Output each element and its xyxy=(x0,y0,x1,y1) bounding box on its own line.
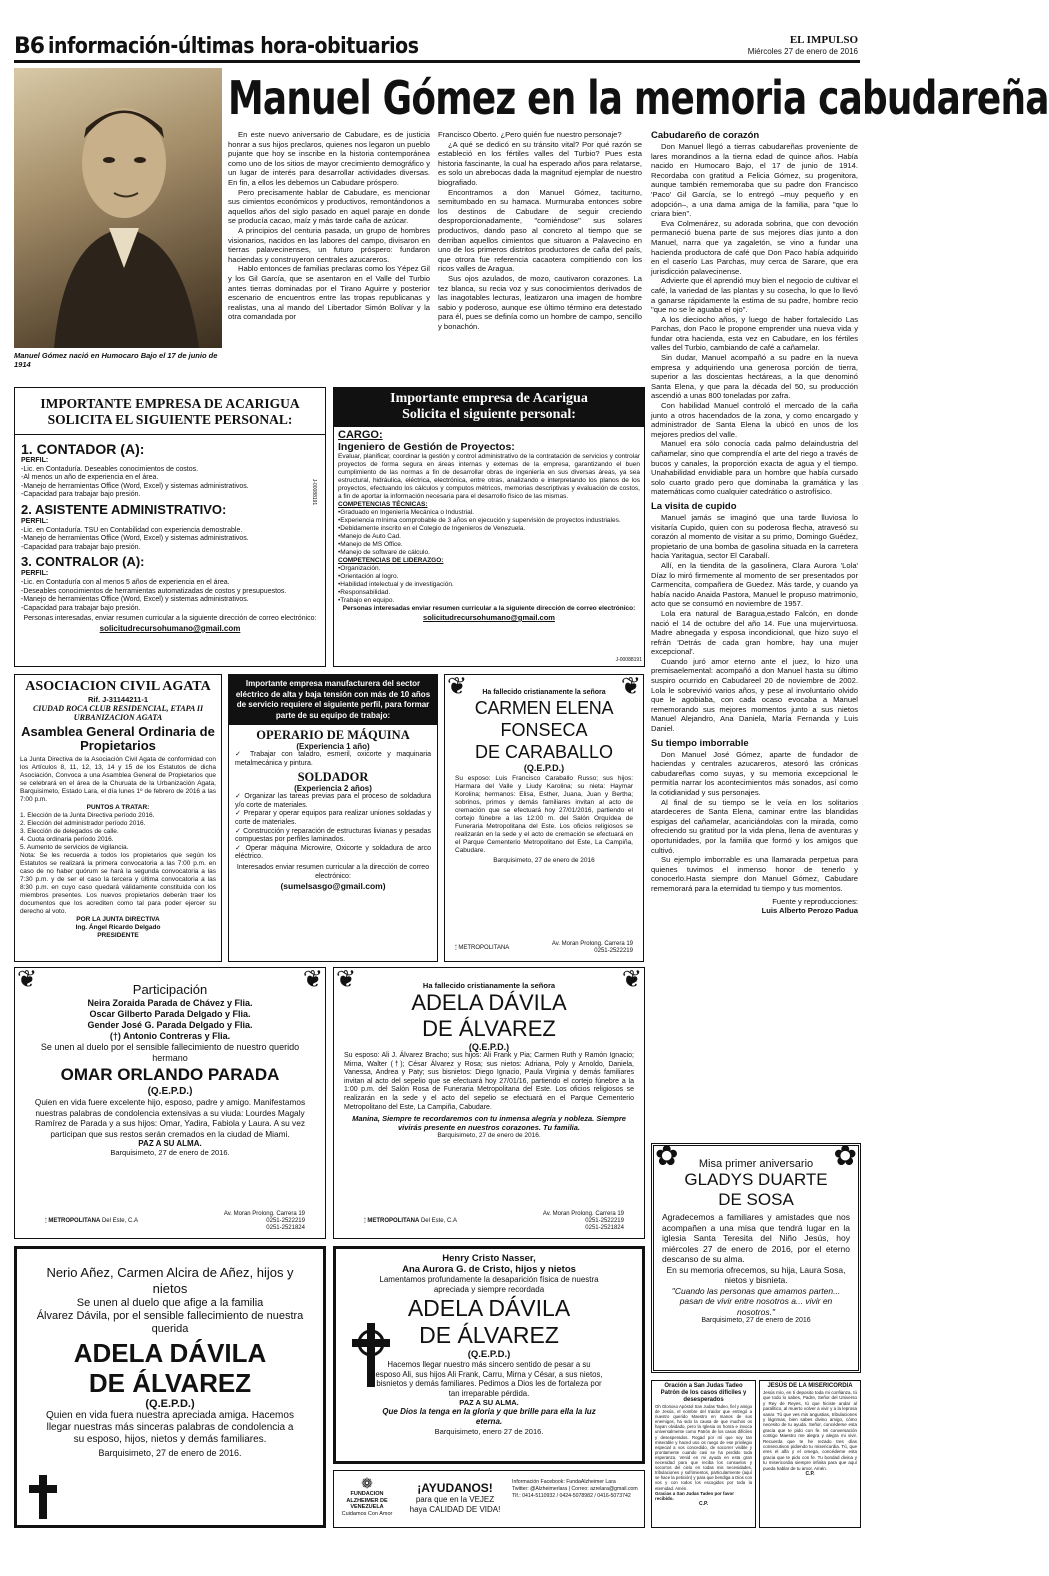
role-title: Ingeniero de Gestión de Proyectos: xyxy=(338,441,515,453)
obituary-adela-davila xyxy=(333,967,645,1239)
subheading: Cabudareño de corazón xyxy=(651,130,760,141)
foundation-appeal xyxy=(400,1481,510,1515)
skill: •Habilidad intelectual y de investigación. xyxy=(338,581,454,588)
funeraria-name: METROPOLITANA xyxy=(367,1218,420,1224)
foundation-name: VENEZUELA xyxy=(350,1504,384,1510)
corner-ornament-icon: ❦ xyxy=(447,673,468,700)
profile-label: PERFIL: xyxy=(21,570,49,578)
obit-preface: Ha fallecido cristianamente la señora xyxy=(482,689,606,696)
assembly-body: La Junta Directiva de la Asociación Civil Agata de conformidad con los Artículos 8, 11, 12, 13, 14 y 15 de los Estatutos de dicha Asociación, Convoca a una Asamblea General de Propietarios que se celebrará en el área de la Churuata de la Urbanización Agata, Barquisimeto, Estado Lara, el día lunes 1º de febrero de 2016 a las 7:00 p.m. xyxy=(20,756,216,803)
condolence-text: Álvarez Dávila, por el sensible fallecimiento de nuestra querida xyxy=(36,1310,304,1335)
funeraria-footer xyxy=(364,1211,624,1232)
family-heading: Nerio Añez, Carmen Alcira de Añez, hijos y nietos xyxy=(46,1265,294,1296)
photo-caption: Manuel Gómez nació en Humocaro Bajo el 17 de junio de 1914 xyxy=(14,351,218,369)
req: -Lic. en Contaduría con al menos 5 años de experiencia en el área. xyxy=(21,578,230,586)
section-header xyxy=(14,34,860,60)
deceased-name: ADELA DÁVILA xyxy=(73,1338,267,1368)
paragraph: Eva Colmenárez, su adorada sobrina, que con devoción permaneció buena parte de sus mejores días junto a don Manuel, narra que ya zagaletón, se vino a fundar una hacienda productora de café que Don Paco había adquirido en el caserío Las Parchas, muy cerca de Sarare, que era jurisdicción palavecinense. xyxy=(651,218,858,276)
contact-line: Información Facebook: FundaAlzheimer Lara xyxy=(512,1479,616,1485)
deceased-name: GLADYS DUARTE xyxy=(684,1170,828,1189)
mass-body: Agradecemos a familiares y amistades que nos acompañen a una misa que tendrá lugar en la iglesia Santa Teresita del Niño Jesús, hoy miércoles 27 de enero de 2016, por el eterno descanso de su alma. xyxy=(662,1212,850,1264)
paragraph: Sus ojos azulados, de mozo, cautivaron corazones. La tez blanca, su recia voz y sus conocimientos derivados de las inagotables lecturas, leatizaron una imagen de hombre sabio y poderoso, aunque ese último término era detestado para él, pues se definía como un hombre de campo, sencillo y bonachón. xyxy=(438,273,642,331)
assoc-title: ASOCIACION CIVIL AGATA xyxy=(25,679,211,694)
page-number: B6 xyxy=(14,34,45,59)
assembly-note: Nota: Se les recuerda a todos los propietarios que según los Estatutos se realizará la primera convocatoria a las 7:00 p.m. en caso de no haber quórum se hará la segunda convocatoria a las 7:30 p.m. y de ser el caso la tercera y última convocatoria a las 8:30 p.m. en cuyo caso quedará válidamente constituida con los miembros presentes. Los nuevos propietarios deberán traer los documentos que los acrediten como tal para poder ejercer su derecho al voto. xyxy=(20,852,216,915)
corner-ornament-icon: ❦ xyxy=(620,673,641,700)
paragraph: Francisco Oberto. ¿Pero quién fue nuestro personaje? xyxy=(438,130,622,139)
family-heading: Henry Cristo Nasser, xyxy=(442,1253,536,1264)
agata-assembly-notice xyxy=(14,674,222,962)
ad-title-line1: Importante empresa de Acarigua xyxy=(390,391,588,406)
experience: (Experiencia 1 año) xyxy=(296,742,370,751)
job-ad-acarigua-2 xyxy=(333,387,645,667)
issue-date: Miércoles 27 de enero de 2016 xyxy=(747,47,858,56)
corner-ornament-icon: ✿ xyxy=(655,1140,679,1171)
funeraria-address: Av. Moran Prolong. Carrera 19 xyxy=(542,1211,624,1217)
job-title: 1. CONTADOR (A): xyxy=(21,441,145,457)
paragraph: Manuel jamás se imaginó que una tarde lluviosa lo visitaría Cupido, quien con su poderosa flecha, atravesó su corazón al momento de visitar a su primo, Domingo Guédez, propietario de una bomba de gasolina situada en la carretera hacia Yaritagua, sector El Carabalí. xyxy=(651,512,858,561)
deceased-name: ADELA DÁVILA xyxy=(407,1295,571,1321)
funeraria-footer xyxy=(455,941,633,955)
ad-title-line2: Solicita el siguiente personal: xyxy=(402,407,576,422)
condolence-text: Se unen al duelo que afige a la familia xyxy=(76,1297,264,1309)
funeraria-phone: 0251-2521824 xyxy=(266,1225,305,1231)
condolence-text: Se unen al duelo por el sensible fallecimiento de nuestro querido hermano xyxy=(40,1042,300,1063)
brain-icon: ❁ xyxy=(361,1475,373,1491)
deceased-name: DE ÁLVAREZ xyxy=(88,1368,252,1398)
ad3-title: Importante empresa manufacturera del sector eléctrico de alta y baja tensión con más de 10 años de servicio requiere el siguiente perfil, para formar parte de su equipo de trabajo: xyxy=(229,675,437,725)
funeraria-suffix: Del Este, C.A xyxy=(101,1218,138,1224)
rif: Rif. J-31144211-1 xyxy=(87,695,149,704)
ad-code: J-00088191 xyxy=(615,657,642,663)
paragraph: Con habilidad Manuel controló el mercado de la caña junto a otros hacendados de la zona, y como encargado y administrador de Santa Elena la ubicó en unos de los mejores predios del valle. xyxy=(651,401,858,439)
point: 2. Elección del administrador período 2016. xyxy=(20,820,146,827)
leadership-heading: COMPETENCIAS DE LIDERAZGO: xyxy=(338,557,444,564)
qepd: (Q.E.P.D.) xyxy=(467,1349,511,1360)
assoc-sub: CIUDAD ROCA CLUB RESIDENCIAL, ETAPA II URBANIZACION AGATA xyxy=(32,704,204,722)
qepd: (Q.E.P.D.) xyxy=(145,1398,195,1410)
paragraph: Sin dudar, Manuel acompañó a su padre en la nueva empresa y adquiriendo una generosa porción de tierra, superior a las doscientas hectáreas, a la que denominó Santa Elena, y que para la década del 50, su producción ascendió a unas 800 toneladas por zafra. xyxy=(651,353,858,401)
obit-quote: Que Dios la tenga en la gloria y que brille para ella la luz eterna. xyxy=(382,1407,596,1426)
credit-label: Fuente y reproducciones: xyxy=(772,896,858,906)
cargo-label: CARGO: xyxy=(338,429,383,441)
corner-ornament-icon: ✿ xyxy=(833,1140,857,1171)
funeraria-logo-icon: 🕯 xyxy=(364,1218,366,1224)
obit-date: Barquisimeto, 27 de enero de 2016. xyxy=(98,1448,242,1458)
job-title: 2. ASISTENTE ADMINISTRATIVO: xyxy=(21,501,227,517)
subheading: Su tiempo imborrable xyxy=(651,737,749,749)
skill: •Manejo de software de cálculo. xyxy=(338,549,430,556)
ad-title-banner xyxy=(334,388,644,427)
duty: ✓ Operar máquina Microwire, Oxicorte y soldadura de arco eléctrico. xyxy=(235,844,431,861)
obit-preface: Ha fallecido cristianamente la señora xyxy=(422,981,556,990)
skill: •Organización. xyxy=(338,565,381,572)
feature-col2 xyxy=(438,130,642,331)
funeraria-phone: 0251-2522219 xyxy=(585,1218,624,1224)
skill: •Manejo de Auto Cad. xyxy=(338,533,401,540)
foundation-logo xyxy=(338,1475,396,1517)
paragraph: Don Manuel José Gómez, aparte de fundador de haciendas y centrales azucareros, atesoró las crónicas cabudareñas como suyas, y su memoria excepcional le permitía narrar los acontecimientos más sonados, así como la cotidianidad y sus personajes. xyxy=(651,749,858,797)
skill: •Orientación al logro. xyxy=(338,573,399,580)
prayer-misericordia xyxy=(759,1380,861,1528)
obituary-omar-parada xyxy=(14,967,326,1239)
ad-email: solicitudrecursohumano@gmail.com xyxy=(423,613,555,622)
obit-body: Su esposo: Luis Francisco Caraballo Russo; sus hijos: Harmara del Valle y Liudy Karolina; su nieta: Haymar Korolina; hermanos: Elisa, Esther, Juana, Juan y Bertha; sobrinos, primos y demás familiares invitan al acto de cremación que se efectuará hoy 27/01/2016, partiendo el cortejo fúnebre a las 12:00 m. del Salón Orquídea de Funeraria Metropolitana del Este. Los oficios religiosos se realizarán en la sede y el acto de cremación se efectuará en el Parque Cementerio Metropolitano del Este, La Campiña, Cabudare. xyxy=(455,775,633,854)
req: -Capacidad para trabajar bajo presión. xyxy=(21,543,141,551)
deceased-name: DE ÁLVAREZ xyxy=(419,1322,559,1348)
family-member: Neira Zoraida Parada de Chávez y Flia. xyxy=(87,998,253,1008)
points-heading: PUNTOS A TRATAR: xyxy=(86,804,150,811)
obit-body: Quien en vida fuera nuestra apreciada amiga. Hacemos llegar nuestras más sinceras palabras de condolencia a su esposo, hijos, nietos y demás familiares. xyxy=(46,1410,294,1445)
obit-quote: Manina, Siempre te recordaremos con tu inmensa alegría y nobleza. Siempre vivirás presente en nuestros corazones. Tu familia. xyxy=(352,1114,626,1133)
role-description: Evaluar, planificar, coordinar la gestión y control administrativo de la contratación de servicios y controlar proyectos de forma segura en áreas internas y externas de la empresa, garantizando el buen cumplimiento de las normas a fin de desarrollar obras de ingeniería en sus diversas áreas, ya sea estructural, hidráulica, eléctrica, electrónica, entre otras, analizando e interpretando los planos de los proyectos, efectuando los cálculos y computos métricos, memorias descriptivas y evaluación de costos, a fin de aportar la información necesaria para el desarrollo físico de las mismas. xyxy=(338,453,640,500)
experience: (Experiencia 2 años) xyxy=(294,784,372,794)
deceased-name: FONSECA xyxy=(500,720,588,740)
funeraria-suffix: Del Este, C.A xyxy=(420,1218,457,1224)
paragraph: Allí, en la tiendita de la gasolinera, Clara Aurora 'Lola' Díaz lo miró firmemente al momento de ser presentados por Carmencita, compañera de Guedez. Más tarde, y cuando ya había nacido Anaida Pastora, Manuel le propuso matrimonio, acto que se consumó en noviembre de 1957. xyxy=(651,560,858,609)
participation-heading: Participación xyxy=(132,982,208,997)
job-ad-electrical xyxy=(228,674,438,962)
duty: ✓ Preparar y operar equipos para realizar uniones soldadas y corte de materiales. xyxy=(235,810,431,826)
req: -Manejo de herramientas Office (Word, Excel) y sistemas administrativos. xyxy=(21,596,249,604)
point: 3. Elección de delegados de calle. xyxy=(20,828,119,835)
funeraria-name: METROPOLITANA xyxy=(458,944,510,951)
paragraph: ¿A qué se dedicó en su tránsito vital? Por qué razón se estableció en los fértiles valles del Turbio? Pues esta historia fascinante, la cual ha esperado años para relatarse, es solo un abrebocas dada la magnitud ejemplar de nuestro biografiado. xyxy=(438,139,642,187)
credit-author: Luis Alberto Perozo Padua xyxy=(761,906,858,916)
paragraph: Lola era natural de Baragua,estado Falcón, en donde nació el 14 de octubre del año 14. Fue una mujervirtuosa. Madre abnegada y esposa incondicional, que hizo suyo el refrán 'Detrás de cada gran hombre, hay una mujer excepcional'. xyxy=(651,608,858,657)
profile-label: PERFIL: xyxy=(21,517,49,525)
ad-footer: Personas interesadas, enviar resumen curricular a la siguiente dirección de correo electrónico: xyxy=(23,615,317,623)
funeraria-address: Av. Moran Prolong. Carrera 19 xyxy=(551,941,633,947)
job-title: 3. CONTRALOR (A): xyxy=(21,554,145,570)
funeraria-logo-icon: 🕯 xyxy=(455,944,457,951)
feature-col3 xyxy=(651,130,858,916)
celtic-cross-icon xyxy=(346,1319,396,1389)
section-title: información-últimas hora-obituarios xyxy=(48,34,419,59)
prayer-initials: C.P. xyxy=(805,1471,815,1478)
ad-footer: Personas interesadas enviar resumen curricular a la siguiente dirección de correo electrónico: xyxy=(342,605,636,612)
mass-body2: En su memoria ofrecemos, su hija, Laura Sosa, nietos y bisnieta. xyxy=(666,1264,846,1285)
req: -Lic. en Contaduría. TSU en Contabilidad con experiencia demostrable. xyxy=(21,526,243,534)
family-member: (†) Antonio Contreras y Flia. xyxy=(109,1031,231,1041)
paper-name: EL IMPULSO xyxy=(789,34,858,46)
corner-ornament-icon: ❦ xyxy=(302,966,323,993)
duty: ✓ Organizar las tareas previas para el proceso de soldadura y/o corte de materiales. xyxy=(235,793,431,809)
funeraria-footer xyxy=(45,1211,305,1232)
job-title: OPERARIO DE MÁQUINA xyxy=(256,728,410,742)
paragraph: Advierte que él aprendió muy bien el negocio de cultivar el café, la variedad de las plantas y su cosecha, lo que lo llevó a ganarse rápidamente la estima de su padre, hombre recio "que no se le aguaba el ojo". xyxy=(651,276,858,315)
obituary-carmen-elena xyxy=(444,674,644,962)
paragraph: Al final de su tiempo se le veía en los solitarios atardeceres de Santa Elena, caminar entre las blandidas espigas del cañamelar, acariciándolas con la mirada, como ofreciendo su gratitud por la vida plena, llena de aventuras y oportunidades, por la familia que formó y los amigos que cultivó. xyxy=(651,797,858,855)
ad-code: J-00088191 xyxy=(310,478,317,506)
deceased-name: DE ÁLVAREZ xyxy=(422,1016,556,1041)
obit-date: Barquisimeto, enero 27 de 2016. xyxy=(434,1427,544,1436)
prayer-body: Jesús mío, en ti deposito toda mi confianza, tú que todo lo sabes, Padre, Señor del Universo y Rey de Reyes, tú que hiciste andar al paralítico, al muerto volver a vivir y a la leprosa sanar. Tú que ves mis angustias, tribulaciones y lágrimas, bien sabes divino amigo, cómo necesito de tu ayuda. Señor, concédeme esta gracia que te pido con fe. Mi conversación contigo Maestro me alegra y alegra mi vivir. Recuerda que te he rezado tres días consecutivos pidiendo tu misericordia. Tú, que eres el alfa y el omega, concédeme esta gracia que te pido con fe. Tu bondad divina y tu misericordia siempre infinita para que aquí pueda hablar de tu amor. Amén. xyxy=(763,1390,857,1471)
funeraria-phone: 0251-2522219 xyxy=(266,1218,305,1224)
prayer-thanks: Gracias a San Judas Tadeo por favor recibido. xyxy=(655,1490,734,1501)
duty: ✓ Construcción y reparación de estructuras livianas y pesadas compuestas por perfiles laminados. xyxy=(235,827,431,844)
paragraph: A principios del centuria pasada, un grupo de hombres visionarios, nacidos en las labores del campo, divisaron en tierras palavecinenses, un futuro próspero: fundaron haciendas y construyeron centrales azucareros. xyxy=(228,225,430,264)
family-heading: Ana Aurora G. de Cristo, hijos y nietos xyxy=(402,1264,576,1275)
appeal-line: para que en la VEJEZ xyxy=(415,1495,495,1504)
condolence-nerio-anez xyxy=(14,1246,326,1528)
condolence-text: Lamentamos profundamente la desaparición física de nuestra apreciada y siempre recordada xyxy=(379,1275,599,1294)
assembly-heading: Asamblea General Ordinaria de Propietarios xyxy=(21,724,215,753)
foundation-slogan: Cuidamos Con Amor xyxy=(341,1510,393,1517)
deceased-name: DE CARABALLO xyxy=(474,742,614,762)
cross-icon xyxy=(25,1473,61,1521)
skill: •Graduado en Ingeniería Mecánica o Industrial. xyxy=(338,509,474,516)
paragraph: Don Manuel llegó a tierras cabudareñas proveniente de lares morandinos a la tierna edad de quince años. Había nacido en Humocaro Bajo, el 17 de junio de 1914. Recordaba con gratitud a Felicia Gómez, su progenitora, aunque también rememoraba que su padre don Francisco 'Paco' Gil García, se lo entregó –muy pequeño y en adopción–, a una dama amiga de la familia, para "que lo criara bien". xyxy=(651,142,858,219)
paragraph: Cuando juró amor eterno ante el juez, lo hizo una premisaelemental: acompañó a don Manuel hasta su último suspiro ocurrido en Cabudareel 20 de noviembre de 2002. Lola le sobrevivió varios años, y pese al involuntario olvido que le agobiaba, con cada ocaso evocaba a Manuel rememorando sus mejores momentos junto a sus nietos Manuel Alejandro, Ana Daniela, María Fernanda y Luis Daniel. xyxy=(651,656,858,734)
obit-body: Hacemos llegar nuestro más sincero sentido de pesar a su esposo Ali, sus hijos Ali Frank, Carru, Mirna y César, a sus nietos, bisnietos y demás familiares. Pedimos a Dios les de fortaleza por tan irreparable pérdida. xyxy=(375,1360,603,1398)
funeraria-address: Av. Moran Prolong. Carrera 19 xyxy=(223,1211,305,1217)
ad-email: solicitudrecursohumano@gmail.com xyxy=(99,623,241,633)
condolence-henry-cristo xyxy=(333,1246,645,1464)
obit-date: Barquisimeto, 27 de enero de 2016. xyxy=(437,1132,541,1140)
family-member: Oscar Gilberto Parada Delgado y Flia. xyxy=(89,1009,251,1019)
appeal-title: ¡AYUDANOS! xyxy=(417,1481,493,1495)
profile-label: PERFIL: xyxy=(21,457,49,464)
contact-line: Tlf.: 0414-5110932 / 0424-5078982 / 0416-5073742 xyxy=(512,1493,631,1499)
paragraph: Encontramos a don Manuel Gómez, taciturno, semitumbado en su hamaca. Murmuraba entonces sobre los destinos de Cabudare de seguir creciendo desproporcionadamente, "comiéndose" sus solares productivos, dando paso al concreto al tiempo que se derriban aquellos cimientos que situaron a Palavecino en uno de los primeros distritos productores de caña del país, que otrora fue referencia cacaotera compitiendo con los ricos valles de Aragua. xyxy=(438,187,642,274)
skill: •Debidamente inscrito en el Colegio de Ingenieros de Venezuela. xyxy=(338,525,526,532)
paragraph: Manuel era sólo conocía cada palmo delaindustria del cañamelar, sino que comprendía el arte del riego a través de bucos y canales, la proporción exacta de agua y el tiempo. Unahabilidad envidiable para un hombre que había cursado solo cuarto grado pero que dominaba la gramática y las matemáticas como cualquier catedrático o astrofísico. xyxy=(651,439,858,497)
signatory: Ing. Ángel Ricardo Delgado xyxy=(75,924,161,931)
paragraph: Su ejemplo imborrable es una llamarada perpetua para quienes tuvimos el inmenso honor de tenerlo y conocerlo.Hasta siempre don Manuel Gómez, Cabudare rememorará para la eternidad tu tiempo y tus momentos. xyxy=(651,855,858,893)
portrait-illustration xyxy=(14,68,222,348)
deceased-name: CARMEN ELENA xyxy=(474,698,614,718)
point: 1. Elección de la Junta Directiva período 2016. xyxy=(20,812,155,819)
prayer-san-judas xyxy=(651,1380,756,1528)
family-member: Gender José G. Parada Delgado y Flia. xyxy=(87,1020,253,1030)
prayer-body: Oh Glorioso Apóstol San Judas Tadeo, fiel y amigo de Jesús, el nombre del traidor que entregó a nuestro querido Maestro en manos de sus enemigos, ha sido la causa de que muchos os hayan olvidado, pero la Iglesia os honra e invoca universalmente como Patrón de los casos difíciles y desesperados. Rogad por mí que soy tan miserable y haced uso os ruego de ese privilegio especial a vos concedido, de socorrer visible y prontamente cuando casi se ha perdido toda esperanza. Venid en mi ayuda en esta gran necesidad para que reciba los consuelos y socorros del cielo en todas mis necesidades, tribulaciones y sufrimientos, particularmente (aquí se hace la petición) y para que bendiga a Dios con vos y con todos los escogidos por toda la eternidad. Amén. xyxy=(655,1404,752,1491)
mass-heading: Misa primer aniversario xyxy=(698,1158,814,1170)
header-rule xyxy=(14,60,860,63)
mass-quote: "Cuando las personas que amamos parten... pasan de vivir entre nosotros a... vivir en nosotros." xyxy=(671,1285,841,1317)
obit-body: Quien en vida fuere excelente hijo, esposo, padre y amigo. Manifestamos nuestras palabras de condolencia extensivas a su viuda: Lourdes Magaly Ramírez de Parada y a sus hijos: Omar, Yadira, Fabiola y Laura. A su vez participan que sus restos serán cremados en la ciudad de Miami. xyxy=(34,1097,306,1139)
mass-date: Barquisimeto, 27 de enero de 2016 xyxy=(701,1317,811,1324)
feature-col1 xyxy=(228,130,430,322)
skill: •Trabajo en equipo. xyxy=(338,597,395,604)
corner-ornament-icon: ❦ xyxy=(621,966,642,993)
req: -Manejo de herramientas Office (Word, Excel) y sistemas administrativos. xyxy=(21,535,249,543)
deceased-name: ADELA DÁVILA xyxy=(411,990,567,1015)
point: 4. Cuota ordinaria período 2016. xyxy=(20,836,114,843)
paz: PAZ A SU ALMA. xyxy=(459,1398,519,1407)
foundation-contact xyxy=(512,1479,640,1500)
portrait-photo xyxy=(14,68,222,348)
ad-email: (sumelsasgo@gmail.com) xyxy=(280,881,386,892)
paragraph: Hablo entonces de familias preclaras como los Yépez Gil y los Gil García, que se asentaron en el Valle del Turbio antes tierras dominadas por el Tirano Aguirre y posterior escenario de encuentros entre las tropas republicanas y realistas, una al mando del Libertador Simón Bolívar y la otra comandada por xyxy=(228,264,430,322)
alzheimer-foundation-ad xyxy=(333,1470,645,1528)
req: -Deseables conocimientos de herramientas automatizadas de costos y presupuestos. xyxy=(21,587,287,595)
duty: ✓ Trabajar con taladro, esmeril, oxicorte y maquinaria metalmecánica y pintura. xyxy=(235,751,431,767)
foundation-name: FUNDACION xyxy=(350,1491,384,1497)
qepd: (Q.E.P.D.) xyxy=(523,763,565,773)
qepd: (Q.E.P.D.) xyxy=(147,1086,193,1097)
req: -Lic. en Contaduría. Deseables conocimientos de costos. xyxy=(21,465,199,473)
job-title: SOLDADOR xyxy=(297,770,369,785)
obit-date: Barquisimeto, 27 de enero de 2016. xyxy=(110,1148,230,1157)
skill: •Responsabilidad. xyxy=(338,589,391,596)
ad-title: IMPORTANTE EMPRESA DE ACARIGUA SOLICITA EL SIGUIENTE PERSONAL: xyxy=(15,392,325,435)
funeraria-logo-icon: 🕯 xyxy=(45,1218,47,1224)
skill: •Manejo de MS Office. xyxy=(338,541,403,548)
anniversary-gladys-duarte xyxy=(651,1140,861,1373)
corner-ornament-icon: ❦ xyxy=(17,966,38,993)
req: -Al menos un año de experiencia en el área. xyxy=(21,474,159,482)
paragraph: A los dieciocho años, y luego de haber fortalecido Las Parchas, don Paco le propone emprender una nueva vida y fundar otra hacienda, esta vez en Cabudare, en los fértiles valles del Turbio, cambiando de café a cañamelar. xyxy=(651,314,858,353)
req: -Capacidad para trabajar bajo presión. xyxy=(21,491,141,499)
paz: PAZ A SU ALMA. xyxy=(138,1139,202,1148)
signatory-role: PRESIDENTE xyxy=(97,932,139,939)
obit-body: Su esposo: Ali J. Álvarez Bracho; sus hijos: Ali Frank y Pia; Carmen Ruth y Ramón Ignacio; Mirna, Walter (†); César Álvarez y Rosa; sus nietos: Adriana, Poly y Arnoldo, Daniela, Vanessa, Andrea y Paty; sus bisnietos: Diego Ignacio, Paula Virginia y demás familiares invitan al acto del sepelio que se efectuará hoy 27/01/16, partiendo el cortejo fúnebre a la 1:00 p.m. del Salón Rosa de Funeraria Metropolitana del Este. Los oficios religiosos se realizarán en la sede y el acto del sepelio se efectuará en el Parque Cementerio Metropolitano del Este, La Campiña, Cabudare. xyxy=(344,1052,634,1111)
prayer-initials: C.P. xyxy=(698,1501,709,1507)
board-label: POR LA JUNTA DIRECTIVA xyxy=(76,916,160,923)
skills-heading: COMPETENCIAS TÉCNICAS: xyxy=(338,501,428,508)
funeraria-phone: 0251-2521824 xyxy=(585,1225,624,1231)
corner-ornament-icon: ❦ xyxy=(336,966,357,993)
paragraph: Pero precisamente hablar de Cabudare, es mencionar sus cimientos económicos y productivos, remontándonos a aquellos años del siglo pasado en aquel paraje en donde se producía cacao, maíz y más tarde caña de azúcar. xyxy=(228,187,430,226)
prayer-title: JESÚS DE LA MISERICORDIA xyxy=(767,1383,853,1389)
req: -Manejo de herramientas Office (Word, Excel) y sistemas administrativos. xyxy=(21,482,249,490)
deceased-name: OMAR ORLANDO PARADA xyxy=(60,1065,280,1084)
qepd: (Q.E.P.D.) xyxy=(468,1042,510,1052)
req: -Capacidad para trabajar bajo presión. xyxy=(21,604,141,612)
feature-headline: Manuel Gómez en la memoria cabudareña xyxy=(228,71,1049,125)
skill: •Experiencia mínima comprobable de 3 años en ejecución y supervisión de proyectos industriales. xyxy=(338,517,621,524)
prayer-title: Oración a San Judas Tadeo Patrón de los casos difíciles y desesperados xyxy=(660,1383,747,1403)
point: 5. Aumento de servicios de vigilancia. xyxy=(20,844,129,851)
foundation-name: ALZHEIMER DE xyxy=(346,1497,388,1504)
paragraph: En este nuevo aniversario de Cabudare, es de justicia honrar a sus hijos preclaros, quienes nos legaron un pueblo pujante que hoy se inscribe en la historia contemporánea como uno de los sitios de mayor crecimiento demográfico y un lugar de interés para desarrollar actividades diversas. En fin, a ellos les debemos un Cabudare próspero. xyxy=(228,130,430,187)
subheading: La visita de cupido xyxy=(651,500,737,512)
deceased-name: DE SOSA xyxy=(718,1190,794,1209)
obit-date: Barquisimeto, 27 de enero de 2016 xyxy=(493,857,595,864)
contact-line: Twitter: @Alzheimerlara | Correo: azrelara@gmail.com xyxy=(512,1486,638,1492)
appeal-line: haya CALIDAD DE VIDA! xyxy=(409,1505,501,1514)
funeraria-name: METROPOLITANA xyxy=(48,1218,101,1224)
funeraria-phone: 0251-2522219 xyxy=(594,948,633,954)
ad-footer: Interesados enviar resumen curricular a la dirección de correo electrónico: xyxy=(236,863,430,880)
job-ad-acarigua-1 xyxy=(14,387,326,667)
